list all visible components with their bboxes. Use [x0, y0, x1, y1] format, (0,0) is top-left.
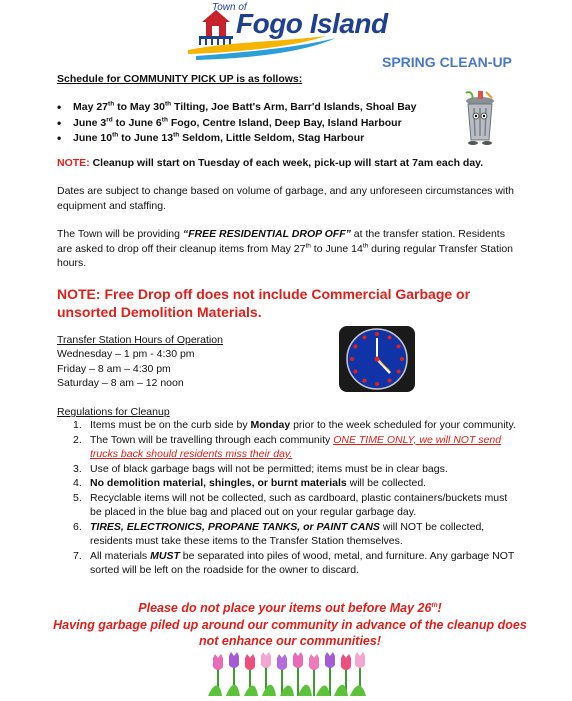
dates-disclaimer: Dates are subject to change based on volume of garbage, and any unforeseen circumstances with equipment and staffing.: [57, 185, 515, 212]
commercial-garbage-note: NOTE: Free Drop off does not include Commercial Garbage or unsorted Demolition Materials.: [57, 286, 471, 320]
list-item: • June 10th to June 13th Seldom, Little Seldom, Stag Harbour: [56, 131, 456, 147]
schedule-heading: Schedule for COMMUNITY PICK UP is as follows:: [57, 73, 303, 85]
page-title: SPRING CLEAN-UP: [382, 54, 512, 70]
trash-can-icon: [456, 88, 502, 146]
hours-saturday: Saturday – 8 am – 12 noon: [57, 377, 184, 389]
logo-fogo-island: Fogo Island: [236, 8, 388, 39]
list-item: 7. All materials MUST be separated into piles of wood, metal, and furniture. Any garbage NOT sorted will be left on the roadside for the owner to discard.: [73, 549, 515, 576]
list-item: 1. Items must be on the curb side by Monday prior to the week scheduled for your community.: [73, 419, 516, 431]
list-item: 5. Recyclable items will not be collected, such as cardboard, plastic containers/buckets must be placed in the blue bag and placed out on your regular garbage day.: [73, 491, 508, 518]
regulations-list: [57, 418, 517, 578]
closing-message: [50, 600, 530, 650]
regulations-heading: Regulations for Cleanup: [57, 406, 170, 418]
list-item: 2. The Town will be travelling through each community ONE TIME ONLY, we will NOT send trucks back should residents miss their day.: [73, 433, 502, 460]
cleanup-start-note: NOTE: Cleanup will start on Tuesday of each week, pick-up will start at 7am each day.: [57, 157, 484, 169]
list-item: 4. No demolition material, shingles, or burnt materials will be collected.: [73, 477, 427, 489]
tulips-icon: [208, 652, 368, 696]
list-item: • June 3rd to June 6th Fogo, Centre Island, Deep Bay, Island Harbour: [56, 116, 456, 132]
list-item: 3. Use of black garbage bags will not be permitted; items must be in clear bags.: [73, 462, 448, 475]
clock-icon: [339, 326, 415, 392]
logo-town-of: Town of: [212, 2, 247, 13]
hours-wednesday: Wednesday – 1 pm - 4:30 pm: [57, 348, 195, 360]
hours-friday: Friday – 8 am – 4:30 pm: [57, 362, 171, 375]
closing-line-2: Having garbage piled up around our community in advance of the cleanup does not enhance our communities!: [53, 617, 527, 648]
schedule-list: [56, 100, 456, 147]
drop-off-paragraph: The Town will be providing “FREE RESIDENTIAL DROP OFF” at the transfer station. Residents are asked to drop off their cleanup items from May 27th to June 14th during regular Transfer Station hours.: [57, 228, 513, 269]
transfer-station-heading: Transfer Station Hours of Operation: [57, 334, 223, 346]
list-item: 6. TIRES, ELECTRONICS, PROPANE TANKS, or PAINT CANS will NOT be collected, residents must take these items to the Transfer Station themselves.: [73, 520, 485, 547]
list-item: • May 27th to May 30th Tilting, Joe Batt's Arm, Barr'd Islands, Shoal Bay: [56, 100, 456, 116]
transfer-station-hours: [57, 347, 297, 391]
closing-line-1: Please do not place your items out before May 26th!: [138, 601, 442, 615]
